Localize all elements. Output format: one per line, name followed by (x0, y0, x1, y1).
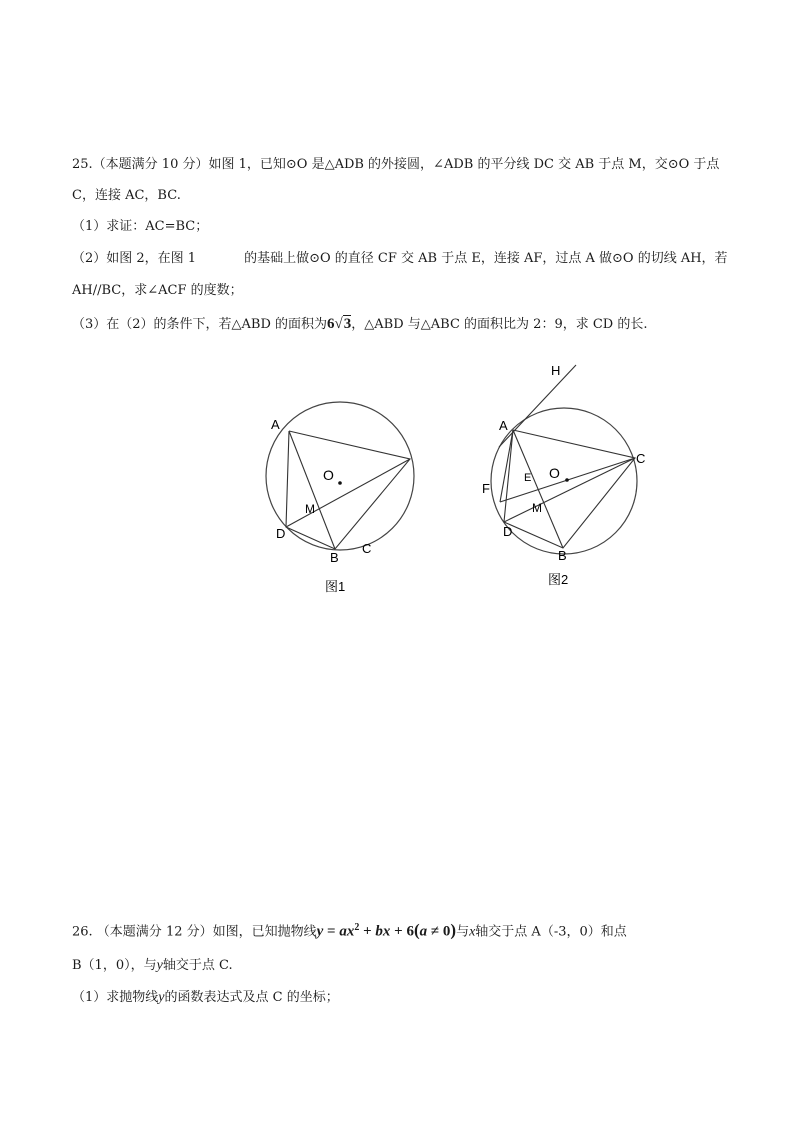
area-coefficient: 6 (327, 316, 335, 332)
x-variable: x (469, 924, 476, 940)
figure-2 (478, 360, 658, 590)
eq-paren-close: ) (450, 920, 457, 940)
q26-part-1 (72, 990, 339, 1006)
q26-with: 与 (456, 924, 470, 940)
label-m: M (532, 501, 542, 515)
eq-y: y (316, 923, 324, 940)
q25-part-3-start: （3）在（2）的条件下，若△ABD 的面积为 (72, 317, 328, 332)
q26-part-1-end: 的函数表达式及点 C 的坐标； (164, 990, 339, 1005)
q25-part-2-start: （2）如图 2，在图 1 (72, 251, 197, 266)
sqrt-radicand: 3 (343, 316, 352, 332)
label-c: C (362, 541, 372, 556)
q26-line-1 (72, 920, 627, 940)
label-d: D (503, 524, 513, 539)
eq-plus-1: + (359, 923, 376, 940)
label-e: E (524, 472, 532, 484)
segment-ab (513, 430, 563, 548)
label-b: B (558, 548, 567, 563)
q25-part-3 (72, 316, 647, 333)
eq-ax: ax (339, 923, 355, 940)
eq-constant: 6 (406, 923, 414, 940)
figure-2-caption: 图2 (548, 572, 569, 587)
label-d: D (276, 526, 286, 541)
q25-part-2-line-2: AH//BC，求∠ACF 的度数； (72, 283, 243, 298)
eq-paren-open: ( (413, 920, 420, 940)
q26-line-1-end: 轴交于点 A（-3，0）和点 (475, 924, 627, 940)
y-variable: y (156, 958, 163, 973)
segment-dc (286, 459, 410, 527)
label-o: O (323, 467, 334, 483)
figure-1 (255, 398, 425, 598)
sqrt-symbol: √ (334, 316, 343, 332)
quad-adbc (504, 430, 635, 548)
label-a: A (499, 418, 508, 433)
tangent-ah (499, 365, 576, 447)
center-point (338, 481, 342, 485)
label-m: M (305, 502, 315, 516)
q26-line-2-start: B（1，0），与 (72, 958, 157, 973)
label-o: O (549, 465, 560, 481)
segment-dc (504, 458, 635, 522)
q26-line-2 (72, 958, 233, 974)
quad-adbc (286, 431, 410, 549)
center-point (565, 478, 569, 482)
eq-cond-ne: ≠ (427, 923, 443, 940)
eq-cond-a: a (419, 923, 428, 940)
q25-part-1: （1）求证：AC=BC； (72, 219, 209, 234)
label-a: A (271, 417, 280, 432)
q25-part-2 (72, 251, 728, 267)
q26-line-2-end: 轴交于点 C. (162, 958, 233, 973)
label-b: B (330, 550, 339, 565)
label-h: H (551, 363, 561, 378)
eq-plus-2: + (390, 923, 407, 940)
label-c: C (636, 451, 646, 466)
eq-bx: bx (375, 923, 391, 940)
q26-intro: 26. （本题满分 12 分）如图，已知抛物线 (72, 924, 317, 940)
figure-1-caption: 图1 (325, 579, 346, 594)
q25-part-2-rest: 的基础上做⊙O 的直径 CF 交 AB 于点 E，连接 AF，过点 A 做⊙O 的切线 AH，若 (244, 251, 728, 266)
q25-part-3-rest: ，△ABD 与△ABC 的面积比为 2：9，求 CD 的长. (351, 317, 648, 332)
q25-line-2: C，连接 AC，BC. (72, 188, 181, 203)
eq-cond-zero: 0 (442, 923, 451, 940)
eq-equals: = (323, 923, 340, 940)
q26-part-1-start: （1）求抛物线 (72, 990, 159, 1005)
eq-exponent: 2 (354, 922, 360, 933)
y-variable: y (158, 990, 165, 1005)
q25-line-1: 25.（本题满分 10 分）如图 1，已知⊙O 是△ADB 的外接圆，∠ADB 的平分线 DC 交 AB 于点 M，交⊙O 于点 (72, 157, 720, 172)
label-f: F (482, 481, 490, 496)
